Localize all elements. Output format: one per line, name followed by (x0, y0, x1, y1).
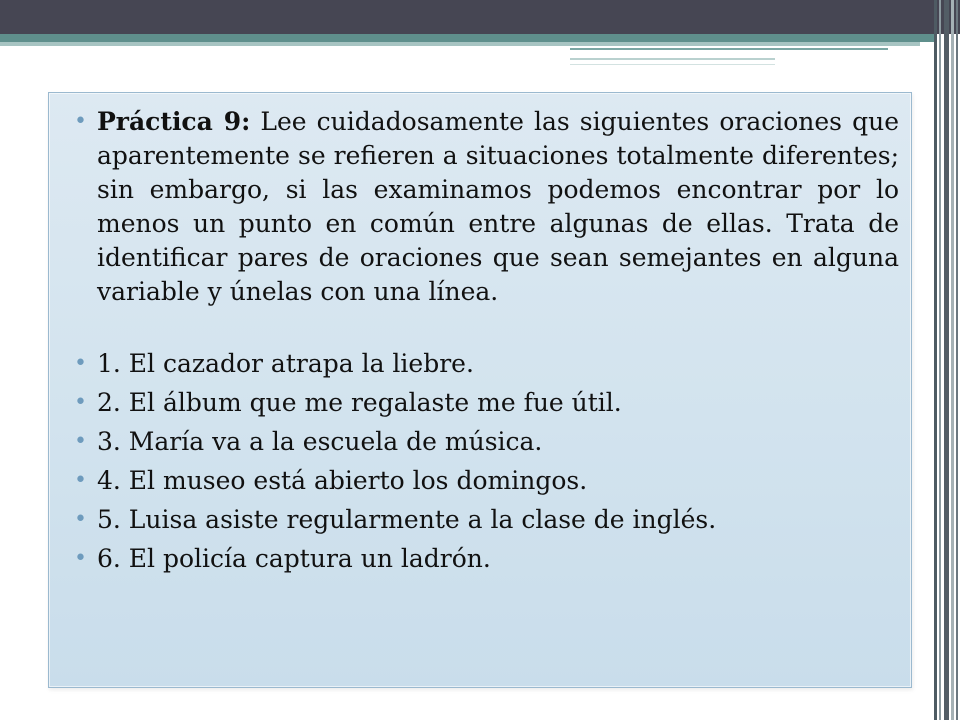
bullet-icon: • (74, 429, 87, 454)
instructions-text: Lee cuidadosamente las siguientes oraciones que aparentemente se refieren a situaciones totalmente diferentes; sin embargo, si las examinamos podemos encontrar por lo menos un punto en común entre algunas de ellas. Trata de identificar pares de oraciones que sean semejantes en alguna variable y únelas con una línea. (97, 107, 899, 306)
content-box (48, 92, 912, 688)
list-item (49, 347, 911, 381)
list-item (49, 542, 911, 576)
decorative-line (570, 64, 775, 65)
decorative-line (570, 58, 775, 60)
decorative-stripe (939, 0, 941, 720)
bullet-icon: • (74, 351, 87, 376)
practice-title: Práctica 9: (97, 107, 251, 136)
list-item (49, 464, 911, 498)
decorative-stripe (944, 0, 949, 720)
header-bar (0, 0, 960, 34)
header-accent-light (0, 42, 920, 46)
bullet-icon: • (74, 507, 87, 532)
list-item (49, 425, 911, 459)
sentence-text: 4. El museo está abierto los domingos. (97, 466, 588, 495)
bullet-icon: • (74, 546, 87, 571)
list-item (49, 503, 911, 537)
decorative-line (570, 48, 888, 50)
bullet-icon: • (74, 468, 87, 493)
decorative-stripe (951, 0, 954, 720)
bullet-icon: • (74, 109, 87, 134)
sentence-text: 6. El policía captura un ladrón. (97, 544, 491, 573)
sentence-text: 2. El álbum que me regalaste me fue útil. (97, 388, 622, 417)
header-accent-bar (0, 34, 935, 42)
intro-paragraph (49, 105, 911, 309)
sentence-text: 5. Luisa asiste regularmente a la clase de inglés. (97, 505, 717, 534)
sentence-text: 3. María va a la escuela de música. (97, 427, 543, 456)
bullet-list (49, 105, 911, 576)
decorative-stripe (934, 0, 937, 720)
spacer (49, 309, 911, 347)
decorative-stripe (956, 0, 958, 720)
list-item (49, 386, 911, 420)
bullet-icon: • (74, 390, 87, 415)
sentence-text: 1. El cazador atrapa la liebre. (97, 349, 474, 378)
